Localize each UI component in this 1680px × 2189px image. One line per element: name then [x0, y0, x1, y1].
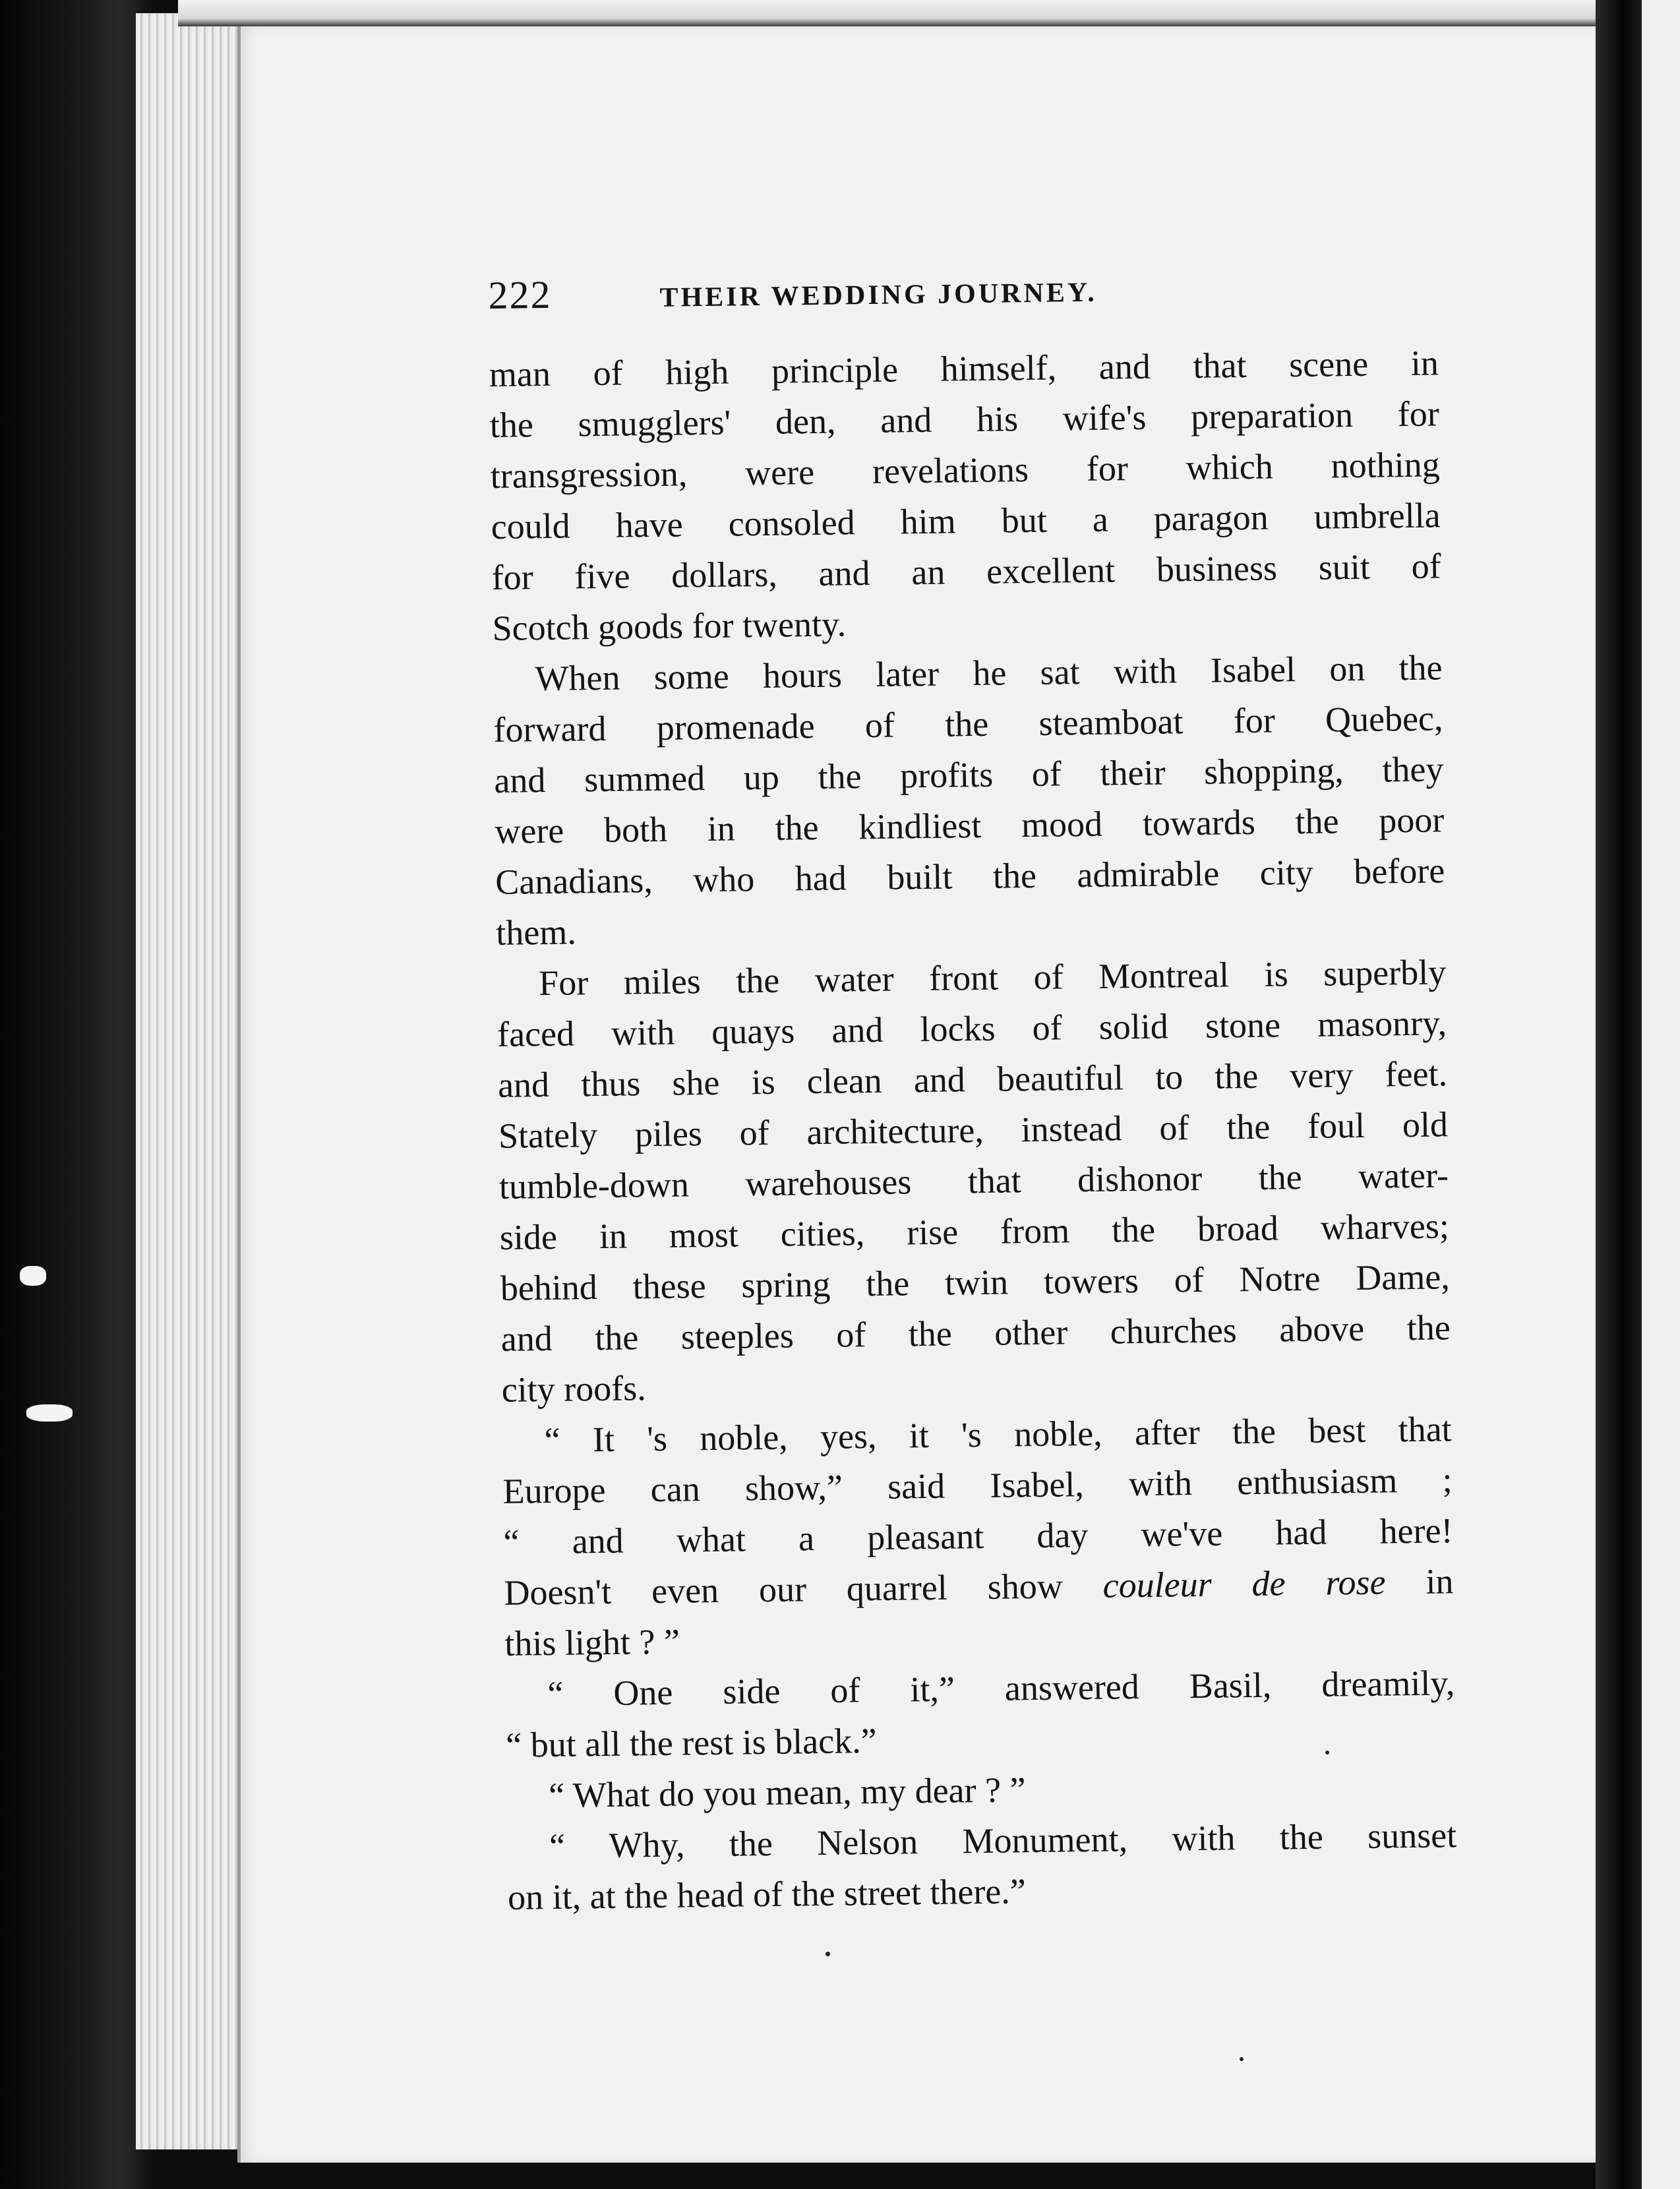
- paragraph-3: [496, 947, 1451, 1416]
- text-line: were both in the kindliest mood towards the poor: [495, 800, 1445, 851]
- text-line: and summed up the profits of their shopping, they: [494, 749, 1444, 800]
- text-line: When some hours later he sat with Isabel on the: [535, 647, 1443, 699]
- text-line: “ Why, the Nelson Monument, with the sunset: [549, 1815, 1457, 1867]
- paragraph-2: [493, 642, 1446, 959]
- text-line: For miles the water front of Montreal is superbly: [538, 952, 1447, 1004]
- text-line: Canadians, who had built the admirable city before: [495, 851, 1445, 902]
- text-line: side in most cities, rise from the broad wharves;: [499, 1206, 1450, 1257]
- scan-speck: [1240, 2057, 1244, 2061]
- text-line: Europe can show,” said Isabel, with enthusiasm ;: [502, 1460, 1453, 1511]
- text-line: could have consoled him but a paragon umbrella: [491, 495, 1441, 547]
- text-line: Stately piles of architecture, instead of the foul old: [498, 1104, 1449, 1156]
- text-line: “ What do you mean, my dear ? ”: [548, 1770, 1026, 1816]
- text-line: “ and what a pleasant day we've had here!: [503, 1511, 1453, 1562]
- book-cover-edge: [0, 0, 152, 2189]
- text-fragment: Doesn't even our quarrel show: [504, 1566, 1064, 1613]
- text-line: “ One side of it,” answered Basil, dreamily,: [547, 1663, 1455, 1714]
- text-fragment: in: [1385, 1561, 1454, 1602]
- text-line: man of high principle himself, and that scene in: [489, 343, 1439, 394]
- scan-speck: [20, 1266, 46, 1286]
- text-line: and the steeples of the other churches above the: [500, 1307, 1451, 1359]
- page-header: [488, 258, 1438, 349]
- text-line: “ but all the rest is black.”: [505, 1720, 877, 1765]
- paragraph-4: [502, 1404, 1455, 1669]
- paragraph-1: [489, 338, 1442, 654]
- page-text: [488, 258, 1458, 1923]
- text-line: and thus she is clean and beautiful to the very feet.: [497, 1054, 1448, 1105]
- binding-gutter: [1596, 0, 1642, 2189]
- text-line: this light ? ”: [504, 1621, 680, 1664]
- italic-phrase: couleur de rose: [1102, 1562, 1386, 1605]
- text-line: forward promenade of the steamboat for Quebec,: [493, 698, 1443, 750]
- text-line: on it, at the head of the street there.”: [507, 1871, 1027, 1917]
- text-line: Scotch goods for twenty.: [492, 604, 847, 648]
- text-line: them.: [495, 912, 577, 953]
- page-number: 222: [488, 272, 552, 317]
- page-top-edge: [178, 0, 1596, 26]
- text-line: “ It 's noble, yes, it 's noble, after the best that: [544, 1409, 1452, 1460]
- running-head: THEIR WEDDING JOURNEY.: [659, 277, 1098, 313]
- facing-page-edge: [1642, 0, 1680, 2189]
- scan-speck: [825, 1952, 830, 1956]
- text-line: the smugglers' den, and his wife's preparation for: [489, 394, 1440, 445]
- scan-speck: [26, 1404, 73, 1422]
- text-line: transgression, were revelations for which nothing: [490, 444, 1441, 496]
- text-line: faced with quays and locks of solid stone masonry,: [496, 1003, 1447, 1054]
- text-line: for five dollars, and an excellent business suit of: [491, 546, 1441, 597]
- text-line: city roofs.: [501, 1368, 647, 1410]
- text-line: behind these spring the twin towers of Notre Dame,: [500, 1257, 1451, 1308]
- paragraph-5: [505, 1658, 1456, 1771]
- text-line: tumble-down warehouses that dishonor the water-: [498, 1155, 1449, 1207]
- paragraph-7: [507, 1810, 1458, 1923]
